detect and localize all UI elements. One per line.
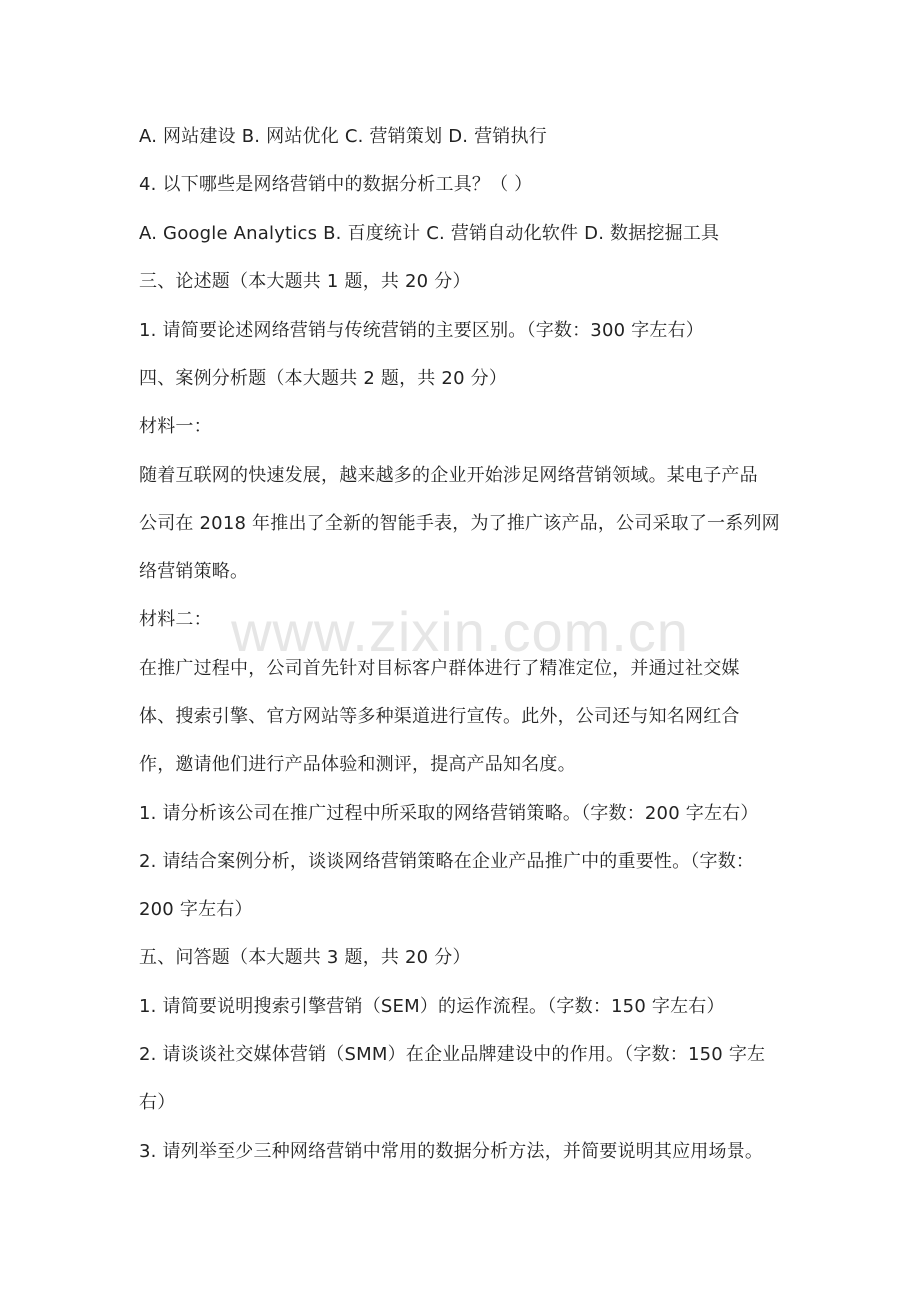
material-2-paragraph-line: 在推广过程中，公司首先针对目标客户群体进行了精准定位，并通过社交媒 (139, 658, 740, 679)
material-2-heading: 材料二： (139, 609, 212, 630)
material-1-paragraph-line: 随着互联网的快速发展，越来越多的企业开始涉足网络营销领域。某电子产品 (139, 465, 758, 486)
qa-question-2-continued: 右） (139, 1092, 176, 1113)
material-1-paragraph-line: 络营销策略。 (139, 561, 249, 582)
case-question-2: 2. 请结合案例分析，谈谈网络营销策略在企业产品推广中的重要性。（字数： (139, 851, 755, 872)
material-2-paragraph-line: 作，邀请他们进行产品体验和测评，提高产品知名度。 (139, 754, 576, 775)
material-1-heading: 材料一： (139, 416, 212, 437)
watermark: www.zixin.com.cn (231, 600, 689, 663)
section-heading-essay: 三、论述题（本大题共 1 题，共 20 分） (139, 271, 471, 292)
options-question-4: A. Google Analytics B. 百度统计 C. 营销自动化软件 D. 数据挖掘工具 (139, 223, 720, 244)
section-heading-case-analysis: 四、案例分析题（本大题共 2 题，共 20 分） (139, 368, 508, 389)
section-heading-qa: 五、问答题（本大题共 3 题，共 20 分） (139, 947, 471, 968)
case-question-2-continued: 200 字左右） (139, 899, 253, 920)
essay-question-1: 1. 请简要论述网络营销与传统营销的主要区别。（字数：300 字左右） (139, 320, 704, 341)
material-1-paragraph-line: 公司在 2018 年推出了全新的智能手表，为了推广该产品，公司采取了一系列网 (139, 513, 780, 534)
qa-question-3: 3. 请列举至少三种网络营销中常用的数据分析方法，并简要说明其应用场景。 (139, 1141, 764, 1162)
question-4: 4. 以下哪些是网络营销中的数据分析工具？（ ） (139, 174, 533, 195)
options-question-3: A. 网站建设 B. 网站优化 C. 营销策划 D. 营销执行 (139, 126, 547, 147)
qa-question-1: 1. 请简要说明搜索引擎营销（SEM）的运作流程。（字数：150 字左右） (139, 996, 725, 1017)
material-2-paragraph-line: 体、搜索引擎、官方网站等多种渠道进行宣传。此外，公司还与知名网红合 (139, 706, 740, 727)
case-question-1: 1. 请分析该公司在推广过程中所采取的网络营销策略。（字数：200 字左右） (139, 803, 759, 824)
qa-question-2: 2. 请谈谈社交媒体营销（SMM）在企业品牌建设中的作用。（字数：150 字左 (139, 1044, 766, 1065)
